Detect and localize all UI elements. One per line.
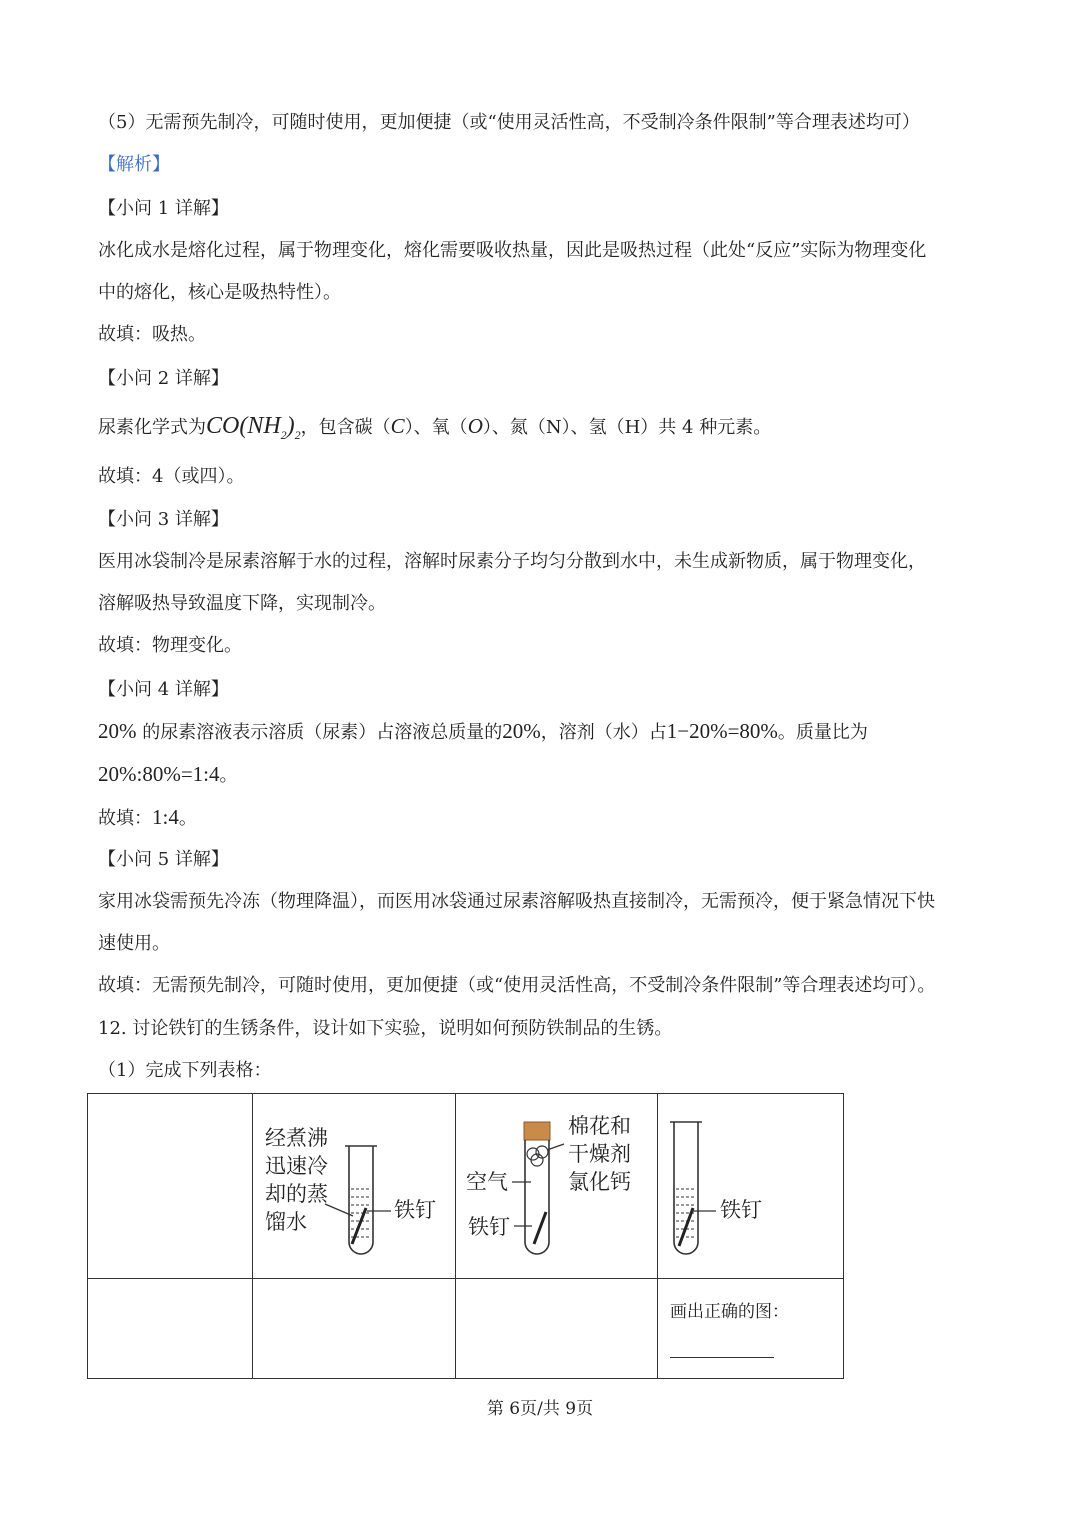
table-row2-cell-2[interactable] (253, 1279, 456, 1379)
table-row2-cell-4[interactable] (658, 1279, 844, 1379)
boiled-water-label-4: 馏水 (265, 1210, 307, 1234)
q2-text-a: 尿素化学式为 (98, 417, 206, 438)
q4-heading: 【小问 4 详解】 (98, 679, 229, 700)
boiled-water-label-3: 却的蒸 (265, 1182, 328, 1206)
table-row2-cell-3[interactable] (456, 1279, 658, 1379)
q1-text-1: 冰化成水是熔化过程，属于物理变化，熔化需要吸收热量，因此是吸热过程（此处“反应”实际为物理变化 (98, 240, 927, 261)
q3-text-2: 溶解吸热导致温度下降，实现制冷。 (98, 593, 386, 614)
analysis-heading: 【解析】 (98, 154, 170, 175)
table-header-empty (88, 1094, 253, 1279)
experiment-table (87, 1093, 844, 1379)
urea-formula: $CO(NH_2)_2$ (206, 413, 301, 442)
q3-heading: 【小问 3 详解】 (98, 509, 229, 530)
q2-answer: 故填：4（或四）。 (98, 466, 245, 487)
cotton-desiccant-label-1: 棉花和 (568, 1114, 631, 1138)
boiled-water-label-2: 迅速冷 (265, 1154, 328, 1178)
cotton-desiccant-label-3: 氯化钙 (568, 1170, 631, 1194)
boiled-water-label-1: 经煮沸 (265, 1126, 328, 1150)
q5-text-2: 速使用。 (98, 933, 170, 954)
q5-heading: 【小问 5 详解】 (98, 849, 229, 870)
q1-heading: 【小问 1 详解】 (98, 198, 229, 219)
page-footer: 第 6页/共 9页 (486, 1399, 594, 1419)
q1-answer: 故填：吸热。 (98, 324, 206, 345)
q2-text: 尿素化学式为$CO(NH_2)_2$，包含碳（C）、氧（O）、氮（N）、氢（H）共 4 种元素。 (98, 413, 772, 442)
answer-5-line: （5）无需预先制冷，可随时使用，更加便捷（或“使用灵活性高，不受制冷条件限制”等合理表述均可） (98, 112, 920, 133)
q1-text-2: 中的熔化，核心是吸热特性）。 (98, 282, 341, 303)
q4-answer: 故填：1:4。 (98, 805, 197, 829)
iron-nail-label-3: 铁钉 (720, 1198, 762, 1222)
q12-stem: 12. 讨论铁钉的生锈条件，设计如下实验，说明如何预防铁制品的生锈。 (98, 1018, 673, 1039)
q4-text-1: 20% 的尿素溶液表示溶质（尿素）占溶液总质量的20%，溶剂（水）占1−20%=80%。质量比为 (98, 719, 868, 743)
test-tube-3-drawing (658, 1094, 844, 1279)
draw-correct-figure-label: 画出正确的图： (670, 1302, 789, 1322)
iron-nail-label-1: 铁钉 (394, 1198, 436, 1222)
answer-blank[interactable] (670, 1357, 774, 1358)
q3-text-1: 医用冰袋制冷是尿素溶解于水的过程，溶解时尿素分子均匀分散到水中，未生成新物质，属于物理变化， (98, 551, 926, 572)
air-label: 空气 (466, 1170, 508, 1194)
table-row2-cell-1 (88, 1279, 253, 1379)
cell-tube-water-air (658, 1094, 844, 1279)
q4-text-2: 20%:80%=1:4。 (98, 762, 238, 786)
q12-part1: （1）完成下列表格： (98, 1060, 272, 1081)
cell-tube-dry-air (456, 1094, 658, 1279)
iron-nail-label-2: 铁钉 (468, 1215, 510, 1239)
q5-text-1: 家用冰袋需预先冷冻（物理降温），而医用冰袋通过尿素溶解吸热直接制冷，无需预冷，便于紧急情况下快 (98, 891, 935, 912)
q2-heading: 【小问 2 详解】 (98, 368, 229, 389)
cotton-desiccant-label-2: 干燥剂 (568, 1142, 631, 1166)
q5-answer: 故填：无需预先制冷，可随时使用，更加便捷（或“使用灵活性高，不受制冷条件限制”等合理表述均可）。 (98, 975, 936, 996)
q3-answer: 故填：物理变化。 (98, 635, 242, 656)
cell-tube-boiled-water (253, 1094, 456, 1279)
